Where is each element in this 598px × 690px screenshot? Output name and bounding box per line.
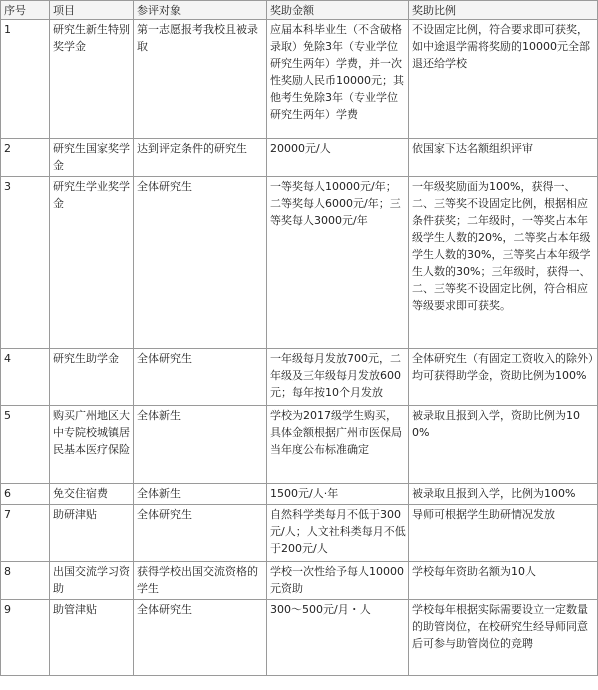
- table-row: [1, 177, 598, 349]
- cell-item: 研究生新生特别奖学金: [50, 20, 134, 139]
- cell-target: 第一志愿报考我校且被录取: [134, 20, 267, 139]
- table-header-row: [1, 1, 598, 20]
- cell-ratio: 被录取且报到入学，资助比例为100%: [409, 406, 598, 484]
- cell-amount: 300～500元/月・人: [267, 600, 409, 676]
- cell-ratio: 依国家下达名额组织评审: [409, 139, 598, 177]
- cell-amount: 一等奖每人10000元/年；二等奖每人6000元/年；三等奖每人3000元/年: [267, 177, 409, 349]
- header-item: 项目: [50, 1, 134, 20]
- table-row: [1, 20, 598, 139]
- cell-no: 1: [1, 20, 50, 139]
- cell-ratio: 全体研究生（有固定工资收入的除外）均可获得助学金，资助比例为100%: [409, 349, 598, 406]
- cell-amount: 学校一次性给予每人10000元资助: [267, 562, 409, 600]
- cell-no: 6: [1, 484, 50, 505]
- cell-target: 全体研究生: [134, 600, 267, 676]
- cell-ratio: 学校每年根据实际需要设立一定数量的助管岗位，在校研究生经导师同意后可参与助管岗位的竞聘: [409, 600, 598, 676]
- table-row: [1, 406, 598, 484]
- cell-target: 获得学校出国交流资格的学生: [134, 562, 267, 600]
- cell-no: 3: [1, 177, 50, 349]
- cell-no: 4: [1, 349, 50, 406]
- cell-no: 5: [1, 406, 50, 484]
- cell-item: 出国交流学习资助: [50, 562, 134, 600]
- cell-target: 全体研究生: [134, 177, 267, 349]
- cell-target: 全体新生: [134, 484, 267, 505]
- table-row: [1, 505, 598, 562]
- cell-amount: 自然科学类每月不低于300元/人；人文社科类每月不低于200元/人: [267, 505, 409, 562]
- header-ratio: 奖助比例: [409, 1, 598, 20]
- cell-amount: 一年级每月发放700元，二年级及三年级每月发放600元；每年按10个月发放: [267, 349, 409, 406]
- cell-no: 7: [1, 505, 50, 562]
- table-row: [1, 139, 598, 177]
- cell-target: 全体研究生: [134, 349, 267, 406]
- cell-amount: 学校为2017级学生购买，具体金额根据广州市医保局当年度公布标准确定: [267, 406, 409, 484]
- cell-item: 购买广州地区大中专院校城镇居民基本医疗保险: [50, 406, 134, 484]
- header-amount: 奖助金额: [267, 1, 409, 20]
- header-target: 参评对象: [134, 1, 267, 20]
- cell-item: 研究生学业奖学金: [50, 177, 134, 349]
- cell-ratio: 学校每年资助名额为10人: [409, 562, 598, 600]
- cell-ratio: 被录取且报到入学，比例为100%: [409, 484, 598, 505]
- cell-target: 全体研究生: [134, 505, 267, 562]
- cell-item: 研究生助学金: [50, 349, 134, 406]
- cell-amount: 应届本科毕业生（不含破格录取）免除3年（专业学位研究生两年）学费，并一次性奖励人民币10000元；其他考生免除3年（专业学位研究生两年）学费: [267, 20, 409, 139]
- cell-no: 8: [1, 562, 50, 600]
- cell-ratio: 一年级奖励面为100%，获得一、二、三等奖不设固定比例，根据相应条件获奖；二年级时，一等奖占本年级学生人数的20%，二等奖占本年级学生人数的30%，三等奖占本年级学生人数的30%；三年级时，获得一、二、三等奖不设固定比例，符合相应等级要求即可获奖。: [409, 177, 598, 349]
- table-row: [1, 600, 598, 676]
- table-row: [1, 562, 598, 600]
- cell-amount: 1500元/人·年: [267, 484, 409, 505]
- cell-ratio: 不设固定比例，符合要求即可获奖，如中途退学需将奖励的10000元全部退还给学校: [409, 20, 598, 139]
- header-no: 序号: [1, 1, 50, 20]
- cell-item: 免交住宿费: [50, 484, 134, 505]
- cell-target: 达到评定条件的研究生: [134, 139, 267, 177]
- cell-ratio: 导师可根据学生助研情况发放: [409, 505, 598, 562]
- cell-no: 9: [1, 600, 50, 676]
- cell-amount: 20000元/人: [267, 139, 409, 177]
- table-row: [1, 484, 598, 505]
- cell-no: 2: [1, 139, 50, 177]
- cell-target: 全体新生: [134, 406, 267, 484]
- cell-item: 助管津贴: [50, 600, 134, 676]
- cell-item: 研究生国家奖学金: [50, 139, 134, 177]
- table-row: [1, 349, 598, 406]
- cell-item: 助研津贴: [50, 505, 134, 562]
